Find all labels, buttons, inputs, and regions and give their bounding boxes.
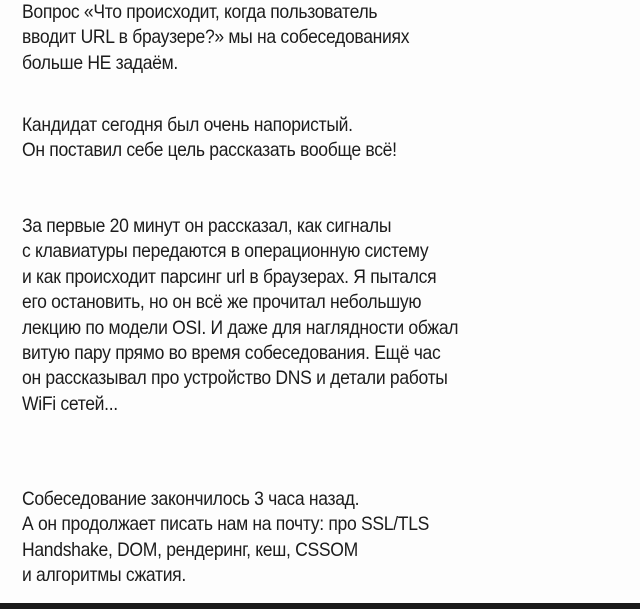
paragraph-candidate	[22, 113, 438, 164]
text-line: его остановить, но он всё же прочитал небольшую	[22, 291, 422, 314]
text-line: Handshake, DOM, рендеринг, кеш, CSSOM	[22, 538, 358, 561]
text-line: Вопрос «Что происходит, когда пользователь	[22, 1, 378, 23]
text-line: он рассказывал про устройство DNS и детали работы	[22, 367, 448, 390]
text-line: Кандидат сегодня был очень напористый.	[22, 114, 353, 136]
paragraph-question	[22, 0, 452, 76]
text-line: лекцию по модели OSI. И даже для наглядности обжал	[22, 316, 459, 339]
text-line: Он поставил себе цель рассказать вообще всё!	[22, 139, 397, 162]
text-line: витую пару прямо во время собеседования. Ещё час	[22, 341, 441, 364]
text-line: вводит URL в браузере?» мы на собеседованиях	[22, 26, 410, 49]
paragraph-ending	[22, 487, 474, 589]
text-line: и алгоритмы сжатия.	[22, 564, 186, 587]
text-line: с клавиатуры передаются в операционную систему	[22, 240, 429, 263]
text-line: Собеседование закончилось 3 часа назад.	[22, 488, 360, 510]
text-line: и как происходит парсинг url в браузерах. Я пытался	[22, 265, 437, 288]
paragraph-story	[22, 214, 507, 417]
bottom-edge-bar	[0, 603, 640, 609]
text-line: больше НЕ задаём.	[22, 51, 178, 74]
text-line: WiFi сетей...	[22, 392, 118, 415]
text-line: За первые 20 минут он рассказал, как сигналы	[22, 215, 392, 237]
text-line: А он продолжает писать нам на почту: про SSL/TLS	[22, 513, 430, 536]
